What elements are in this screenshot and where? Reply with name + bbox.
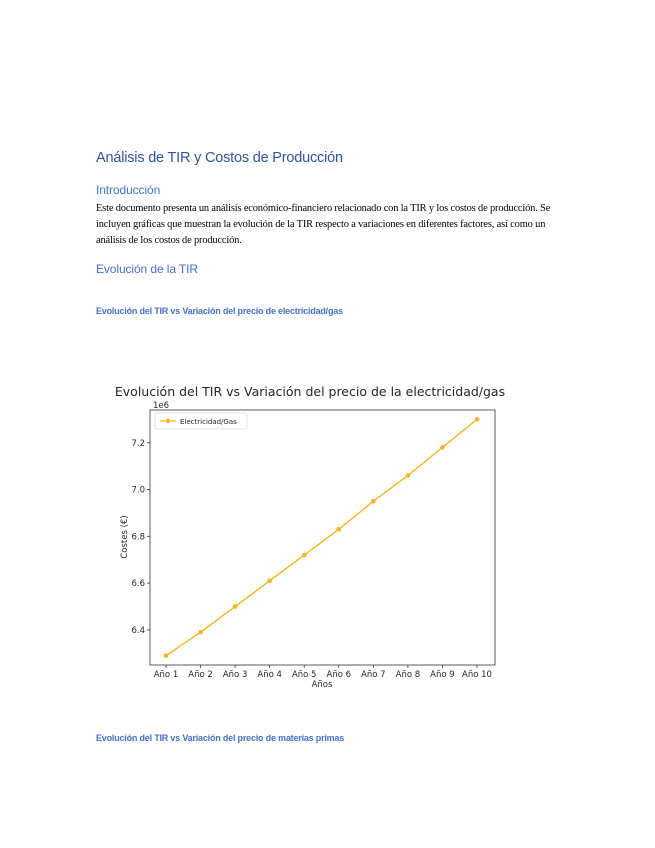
chart-caption-raw-materials: Evolución del TIR vs Variación del precio de materias primas — [96, 733, 345, 743]
x-axis-label: Años — [311, 680, 333, 690]
y-tick-label: 6.6 — [131, 579, 145, 590]
chart-legend — [155, 413, 247, 429]
data-point — [164, 653, 169, 658]
y-tick-label: 6.8 — [131, 532, 145, 543]
intro-heading: Introducción — [96, 183, 161, 197]
chart-title: Evolución del TIR vs Variación del precio de la electricidad/gas — [114, 384, 506, 399]
data-point — [336, 527, 341, 532]
data-point — [302, 553, 307, 558]
line-chart — [110, 375, 510, 695]
x-tick-label: Año 9 — [430, 670, 455, 680]
x-tick-label: Año 6 — [326, 670, 352, 680]
data-point — [475, 417, 480, 422]
y-multiplier-label: 1e6 — [153, 401, 170, 411]
data-point — [371, 499, 376, 504]
x-axis — [154, 665, 492, 680]
x-tick-label: Año 2 — [188, 670, 213, 680]
legend-label-electricidad-gas: Electricidad/Gas — [180, 418, 237, 426]
data-point — [198, 630, 203, 635]
y-tick-label: 7.2 — [131, 438, 145, 449]
y-tick-label: 6.4 — [131, 625, 145, 636]
data-point — [233, 604, 238, 609]
x-tick-label: Año 3 — [222, 670, 248, 680]
series-line-electricidad-gas — [166, 419, 477, 655]
y-axis-label: Costes (€) — [120, 515, 130, 559]
data-point — [406, 473, 411, 478]
series-layer — [164, 417, 480, 658]
y-tick-label: 7.0 — [131, 485, 145, 496]
x-tick-label: Año 7 — [361, 670, 386, 680]
x-tick-label: Año 1 — [153, 670, 179, 680]
evolution-heading: Evolución de la TIR — [96, 262, 198, 276]
x-tick-label: Año 8 — [395, 670, 421, 680]
data-point — [440, 445, 445, 450]
data-point — [267, 578, 272, 583]
x-tick-label: Año 10 — [462, 670, 492, 680]
y-axis — [131, 439, 150, 636]
x-tick-label: Año 4 — [257, 670, 282, 680]
intro-paragraph: Este documento presenta un análisis económico-financiero relacionado con la TIR y los costos de producción. Se incluyen gráficas que muestran la evolución de la TIR respecto a variaciones en diferentes factores, así como un análisis de los costos de producción. — [96, 203, 551, 246]
document-title: Análisis de TIR y Costos de Producción — [96, 150, 343, 166]
chart-caption-electricity: Evolución del TIR vs Variación del precio de electricidad/gas — [96, 306, 343, 316]
legend-marker — [166, 419, 170, 423]
x-tick-label: Año 5 — [291, 670, 317, 680]
